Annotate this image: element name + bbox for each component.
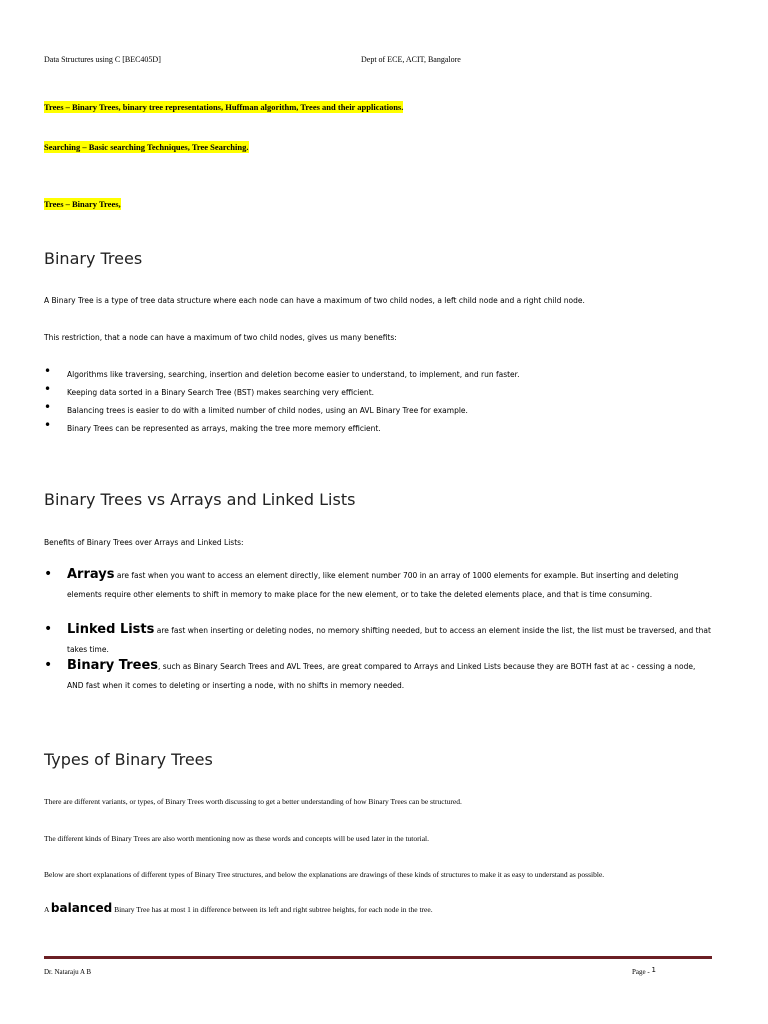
footer-author: Dr. Nataraju A B <box>44 968 92 976</box>
bullet-icon: • <box>44 364 52 378</box>
list-item-text: Keeping data sorted in a Binary Search Tree (BST) makes searching very efficient. <box>67 388 375 397</box>
header-department: Dept of ECE, ACIT, Bangalore <box>361 55 461 64</box>
footer-page-number <box>632 968 656 976</box>
list-item-binary-trees <box>44 657 714 693</box>
page-label: Page - <box>632 968 652 976</box>
binary-trees-description: , such as Binary Search Trees and AVL Trees, are great compared to Arrays and Linked Lists because they are BOTH fast at ac - cessing a node, AND fast when it comes to deleting or inserting a node, with no shifts in memory needed. <box>67 662 696 690</box>
highlight-topics-searching: Searching – Basic searching Techniques, Tree Searching. <box>44 142 249 152</box>
arrays-description: are fast when you want to access an element directly, like element number 700 in an array of 1000 elements for example. But inserting and deleting elements require other elements to shift in memory to make place for the new element, or to take the deleted elements place, and that is time consuming. <box>67 571 679 599</box>
bullet-icon: • <box>44 657 53 673</box>
list-item-text: Algorithms like traversing, searching, insertion and deletion become easier to understand, to implement, and run faster. <box>67 370 520 379</box>
highlight-topics-trees: Trees – Binary Trees, binary tree representations, Huffman algorithm, Trees and their applications. <box>44 102 404 112</box>
bullet-icon: • <box>44 382 52 396</box>
section-heading-types: Types of Binary Trees <box>44 750 213 769</box>
balanced-prefix: A <box>44 905 51 914</box>
list-item-text: Balancing trees is easier to do with a limited number of child nodes, using an AVL Binary Tree for example. <box>67 406 468 415</box>
paragraph-types-variants: There are different variants, or types, of Binary Trees worth discussing to get a better understanding of how Binary Trees can be structured. <box>44 797 462 806</box>
list-item-linked-lists <box>44 621 714 657</box>
page-number: 1 <box>651 966 656 974</box>
balanced-description: Binary Tree has at most 1 in difference between its left and right subtree heights, for each node in the tree. <box>112 905 433 914</box>
keyword-balanced: balanced <box>50 901 113 915</box>
paragraph-balanced-tree <box>44 901 433 915</box>
paragraph-comparison-intro: Benefits of Binary Trees over Arrays and Linked Lists: <box>44 538 244 547</box>
paragraph-definition: A Binary Tree is a type of tree data structure where each node can have a maximum of two child nodes, a left child node and a right child node. <box>44 296 585 305</box>
section-heading-binary-trees: Binary Trees <box>44 249 143 268</box>
paragraph-types-mention: The different kinds of Binary Trees are also worth mentioning now as these words and concepts will be used later in the tutorial. <box>44 834 429 843</box>
keyword-arrays: Arrays <box>67 567 115 582</box>
bullet-icon: • <box>44 400 52 414</box>
bullet-icon: • <box>44 621 53 637</box>
highlight-current-topic: Trees – Binary Trees, <box>44 199 121 209</box>
list-item-arrays <box>44 566 714 622</box>
bullet-icon: • <box>44 566 53 582</box>
header-course-title: Data Structures using C [BEC405D] <box>44 55 161 64</box>
section-heading-comparison: Binary Trees vs Arrays and Linked Lists <box>44 490 356 509</box>
keyword-linked-lists: Linked Lists <box>67 622 155 637</box>
linked-lists-description: are fast when inserting or deleting nodes, no memory shifting needed, but to access an element inside the list, the list must be traversed, and that takes time. <box>67 626 711 654</box>
paragraph-restriction: This restriction, that a node can have a maximum of two child nodes, gives us many benefits: <box>44 333 397 342</box>
list-item-text: Binary Trees can be represented as arrays, making the tree more memory efficient. <box>67 424 381 433</box>
bullet-icon: • <box>44 418 52 432</box>
paragraph-types-explanations: Below are short explanations of different types of Binary Tree structures, and below the explanations are drawings of these kinds of structures to make it as easy to understand as possible. <box>44 870 605 879</box>
footer-divider <box>44 956 712 959</box>
keyword-binary-trees: Binary Trees <box>67 658 159 673</box>
